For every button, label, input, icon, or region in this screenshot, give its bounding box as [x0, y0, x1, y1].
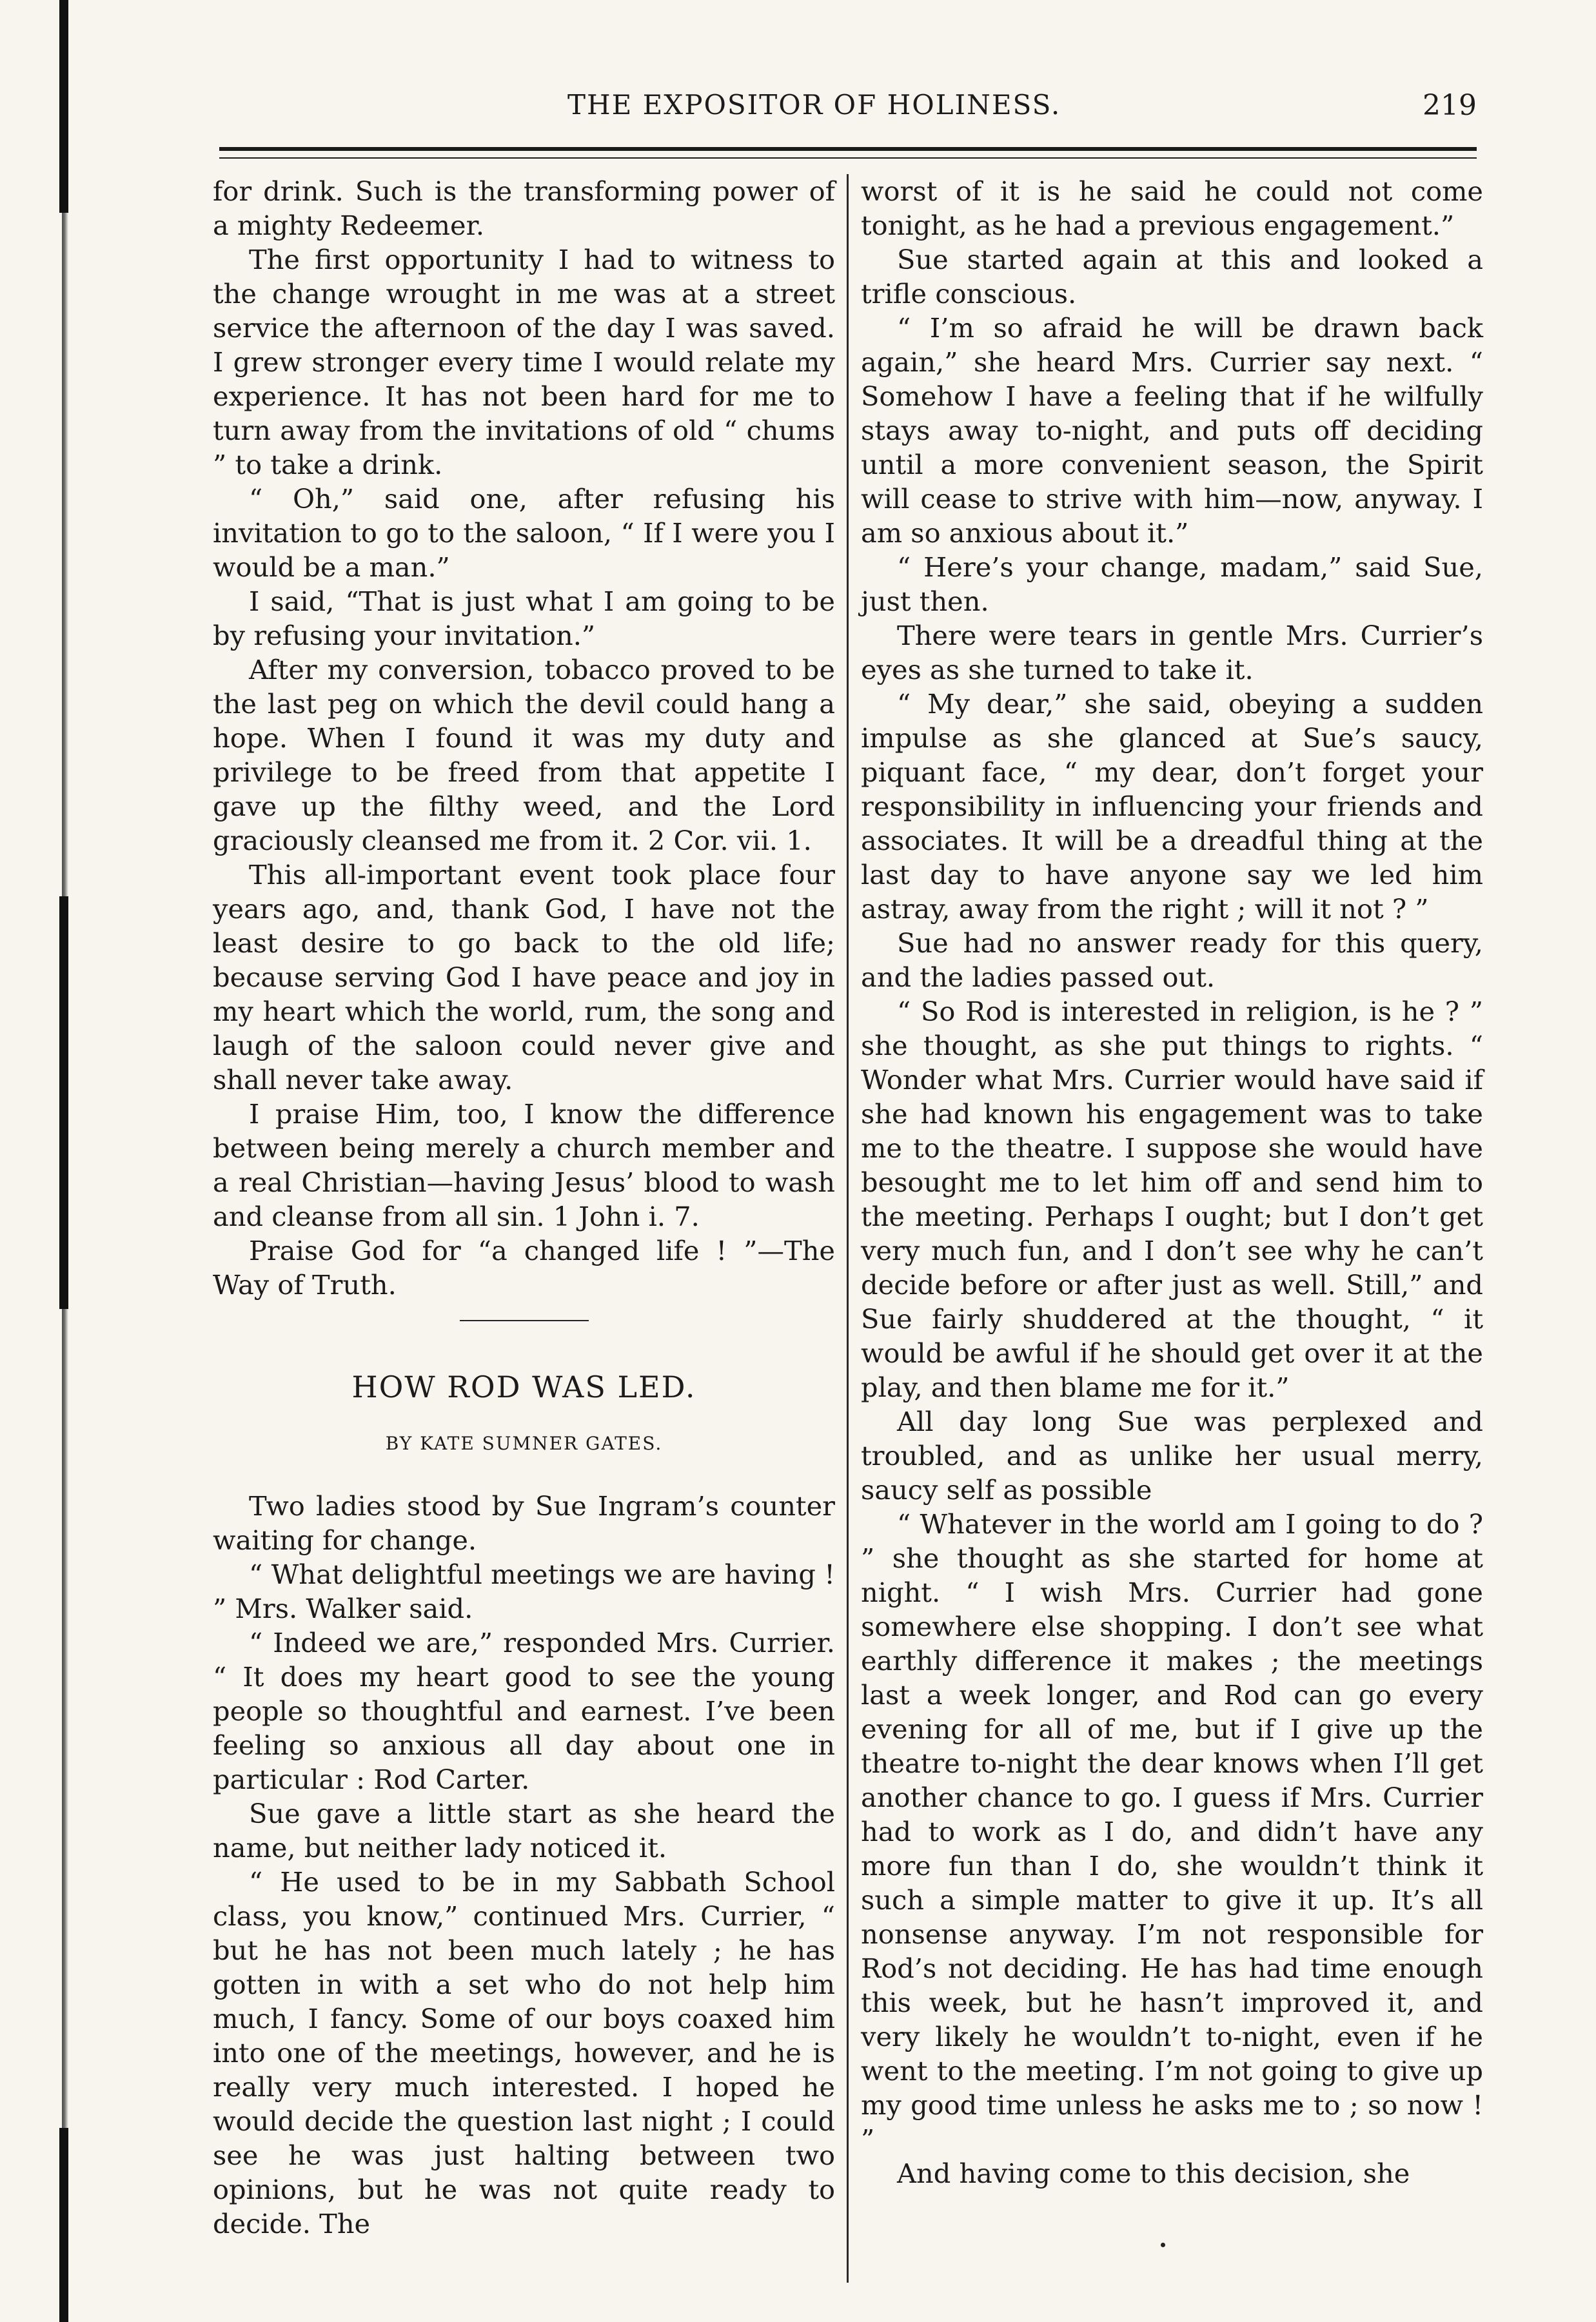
column-divider [847, 174, 849, 2283]
spine-mark [59, 896, 68, 1309]
paragraph: “ My dear,” she said, obeying a sudden impulse as she glanced at Sue’s saucy, piquant face, “ my dear, don’t forget your responsibility in influencing your friends and associates. It will be a dreadful thing at the last day to have anyone say we led him astray, away from the right ; will it not ? ” [861, 688, 1483, 925]
paragraph: “ Here’s your change, madam,” said Sue, just then. [861, 551, 1483, 617]
paragraph: “ So Rod is interested in religion, is he ? ” she thought, as she put things to rights. “ Wonder what Mrs. Currier would have said if she had known his engagement was to take me to the theatre. I suppose she would have besought me to let him off and send him to the meeting. Perhaps I ought; but I don’t get very much fun, and I don’t see why he can’t decide before or after just as well. Still,” and Sue fairly shuddered at the thought, “ it would be awful if he should get over it at the play, and then blame me for it.” [861, 996, 1483, 1403]
spine-mark [59, 0, 68, 213]
paragraph: And having come to this decision, she [897, 2158, 1410, 2189]
story-paragraph: “ Indeed we are,” responded Mrs. Currier. “ It does my heart good to see the young people so thoughtful and earnest. I’ve been feeling so anxious all day about one in particular : Rod Carter. [213, 1627, 835, 1795]
paragraph: Sue had no answer ready for this query, and the ladies passed out. [861, 927, 1483, 993]
page-header [219, 89, 1477, 128]
story-paragraph: Two ladies stood by Sue Ingram’s counter waiting for change. [213, 1490, 835, 1556]
paragraph: Sue started again at this and looked a trifle conscious. [861, 244, 1483, 310]
left-column [213, 174, 835, 2241]
story-paragraph: Sue gave a little start as she heard the name, but neither lady noticed it. [213, 1798, 835, 1864]
paragraph: for drink. Such is the transforming power of a mighty Redeemer. [213, 175, 835, 241]
paragraph: I said, “That is just what I am going to be by refusing your invitation.” [213, 585, 835, 651]
story-paragraph: “ He used to be in my Sabbath School class, you know,” continued Mrs. Currier, “ but he has not been much lately ; he has gotten in with a set who do not help him much, I fancy. Some of our boys coaxed him into one of the meetings, however, and he is really very much interested. I hoped he would decide the question last night ; I could see he was just halting between two opinions, but he was not quite ready to decide. The [213, 1866, 835, 2239]
paragraph: Praise God for “a changed life ! ”—The Way of Truth. [213, 1235, 835, 1301]
right-column [861, 174, 1483, 2190]
paragraph: There were tears in gentle Mrs. Currier’s eyes as she turned to take it. [861, 620, 1483, 685]
paragraph: “ Whatever in the world am I going to do ? ” she thought as she started for home at night. “ I wish Mrs. Currier had gone somewhere else shopping. I don’t see what earthly difference it makes ; the meetings last a week longer, and Rod can go every evening for all of me, but if I give up the theatre to-night the dear knows when I’ll get another chance to go. I guess if Mrs. Currier had to work as I do, and didn’t have any more fun than I do, she wouldn’t think it such a simple matter to give it up. It’s all nonsense anyway. I’m not responsible for Rod’s not deciding. He has had time enough this week, but he hasn’t improved it, and very likely he wouldn’t to-night, even if he went to the meeting. I’m not going to give up my good time unless he asks me to ; so now ! ” [861, 1508, 1483, 2155]
print-speck [1161, 2243, 1165, 2247]
story-paragraph: “ What delightful meetings we are having ! ” Mrs. Walker said. [213, 1559, 835, 1624]
spine-mark [59, 2128, 68, 2322]
running-title: THE EXPOSITOR OF HOLINESS. [567, 89, 1061, 121]
page-number: 219 [1423, 89, 1477, 122]
paragraph: I praise Him, too, I know the difference between being merely a church member and a real Christian—having Jesus’ blood to wash and cleanse from all sin. 1 John i. 7. [213, 1098, 835, 1232]
article-title: HOW ROD WAS LED. [351, 1370, 696, 1404]
paragraph: This all-important event took place four years ago, and, thank God, I have not the least desire to go back to the old life; because serving God I have peace and joy in my heart which the world, rum, the song and laugh of the saloon could never give and shall never take away. [213, 859, 835, 1096]
article-byline: BY KATE SUMNER GATES. [385, 1433, 663, 1454]
paragraph: “ Oh,” said one, after refusing his invitation to go to the saloon, “ If I were you I would be a man.” [213, 483, 835, 583]
paragraph: The first opportunity I had to witness to the change wrought in me was at a street service the afternoon of the day I was saved. I grew stronger every time I would relate my experience. It has not been hard for me to turn away from the invitations of old “ chums ” to take a drink. [213, 244, 835, 480]
paragraph: “ I’m so afraid he will be drawn back again,” she heard Mrs. Currier say next. “ Somehow I have a feeling that if he wilfully stays away to-night, and puts off deciding until a more convenient season, the Spirit will cease to strive with him—now, anyway. I am so anxious about it.” [861, 312, 1483, 549]
paragraph: All day long Sue was perplexed and troubled, and as unlike her usual merry, saucy self as possible [861, 1406, 1483, 1506]
header-rule-thin [219, 157, 1477, 159]
header-rule-thick [219, 147, 1477, 151]
paragraph: worst of it is he said he could not come tonight, as he had a previous engagement.” [861, 175, 1483, 241]
section-separator [460, 1320, 589, 1321]
paragraph: After my conversion, tobacco proved to be the last peg on which the devil could hang a hope. When I found it was my duty and privilege to be freed from that appetite I gave up the filthy weed, and the Lord graciously cleansed me from it. 2 Cor. vii. 1. [213, 654, 835, 856]
